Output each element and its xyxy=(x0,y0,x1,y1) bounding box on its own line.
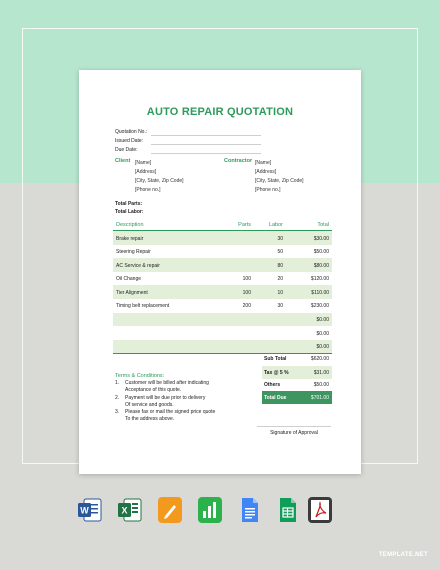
quotation-no-label: Quotation No.: xyxy=(115,129,148,135)
term-number: 1. xyxy=(115,380,120,386)
client-city: [City, State, Zip Code] xyxy=(135,178,184,184)
header-parts: Parts xyxy=(238,222,251,228)
cell-description: Brake repair xyxy=(116,235,144,242)
svg-text:X: X xyxy=(121,505,128,516)
table-row xyxy=(113,326,332,340)
excel-icon[interactable] xyxy=(118,497,142,523)
cell-description: Steering Repair xyxy=(116,249,151,256)
table-header xyxy=(113,220,332,231)
header-description: Description xyxy=(116,222,144,228)
word-icon[interactable] xyxy=(78,497,102,523)
cell-total: $0.00 xyxy=(316,344,329,351)
cell-labor: 10 xyxy=(277,289,283,296)
subtotal-label: Sub Total xyxy=(264,356,287,362)
cell-total: $30.00 xyxy=(313,235,329,242)
cell-total: $0.00 xyxy=(316,317,329,324)
table-row xyxy=(113,231,332,245)
signature-line[interactable] xyxy=(257,426,331,427)
term-item xyxy=(115,395,205,409)
due-date-field[interactable] xyxy=(151,153,261,154)
table-row xyxy=(113,258,332,272)
header-labor: Labor xyxy=(268,222,283,228)
document-title: AUTO REPAIR QUOTATION xyxy=(146,106,294,118)
numbers-icon[interactable] xyxy=(198,497,222,523)
cell-total: $110.00 xyxy=(311,289,329,296)
client-address: [Address] xyxy=(135,169,157,175)
term-line: Please fax or mail the signed price quote xyxy=(125,409,216,415)
cell-total: $0.00 xyxy=(316,330,329,337)
term-number: 2. xyxy=(115,395,120,401)
contractor-city: [City, State, Zip Code] xyxy=(255,178,304,184)
client-phone: [Phone no.] xyxy=(135,187,161,193)
quotation-no-field[interactable] xyxy=(151,135,261,136)
contractor-label: Contractor xyxy=(224,158,253,164)
svg-text:W: W xyxy=(80,505,89,516)
watermark-logo: TEMPLATE.NET xyxy=(378,552,428,558)
term-item xyxy=(115,409,215,423)
cell-parts: 100 xyxy=(242,276,251,283)
term-line: Customer will be billed after indicating xyxy=(125,380,209,386)
term-number: 3. xyxy=(115,409,120,415)
pages-icon[interactable] xyxy=(158,497,182,523)
cell-description: AC Service & repair xyxy=(116,262,160,269)
cell-total: $120.00 xyxy=(310,276,329,283)
tax-row xyxy=(262,366,332,379)
subtotal-value: $620.00 xyxy=(310,356,329,362)
issued-date-label: Issued Date: xyxy=(115,138,144,144)
subtotal-row xyxy=(262,352,332,365)
total-due-row xyxy=(262,391,332,404)
table-row xyxy=(113,313,332,327)
contractor-phone: [Phone no.] xyxy=(255,187,281,193)
cell-labor: 20 xyxy=(277,276,283,283)
term-line: To the address above. xyxy=(125,416,175,423)
others-label: Others xyxy=(264,382,281,388)
term-line: Payment will be due prior to delivery xyxy=(125,395,206,401)
quotation-document xyxy=(79,70,361,474)
tax-value: $31.00 xyxy=(313,370,329,376)
contractor-address: [Address] xyxy=(255,169,277,175)
total-due-value: $701.00 xyxy=(310,395,329,401)
cell-labor: 30 xyxy=(277,235,283,242)
terms-title: Terms & Conditions: xyxy=(115,373,165,379)
cell-total: $80.00 xyxy=(313,262,329,269)
table-row xyxy=(113,272,332,286)
google-sheets-icon[interactable] xyxy=(276,497,300,523)
others-row xyxy=(262,378,332,391)
others-value: $50.00 xyxy=(313,382,329,388)
contractor-name: [Name] xyxy=(255,160,272,166)
header-total: Total xyxy=(317,222,329,228)
table-row xyxy=(113,299,332,313)
client-label: Client xyxy=(115,158,131,164)
cell-labor: 50 xyxy=(277,249,283,256)
cell-description: Timing belt replacement xyxy=(116,303,170,310)
cell-labor: 80 xyxy=(277,262,283,269)
term-line: Acceptance of this quote. xyxy=(125,387,182,394)
items-table xyxy=(113,220,332,354)
table-row xyxy=(113,285,332,299)
term-item xyxy=(115,380,209,394)
client-name: [Name] xyxy=(135,160,152,166)
cell-labor: 30 xyxy=(277,303,283,310)
total-labor-label: Total Labor: xyxy=(115,209,144,215)
google-docs-icon[interactable] xyxy=(238,497,262,523)
table-row xyxy=(113,245,332,259)
total-due-label: Total Due xyxy=(264,395,287,401)
pdf-icon[interactable] xyxy=(308,497,332,523)
tax-label: Tax @ 5 % xyxy=(264,370,289,376)
cell-description: Oil Change xyxy=(116,276,142,283)
term-line: Of service and goods. xyxy=(125,402,174,409)
due-date-label: Due Date: xyxy=(115,147,138,153)
cell-parts: 100 xyxy=(242,289,251,296)
cell-total: $50.00 xyxy=(313,249,329,256)
cell-parts: 200 xyxy=(242,303,251,310)
signature-label: Signature of Approval xyxy=(270,430,318,436)
issued-date-field[interactable] xyxy=(151,144,261,145)
total-parts-label: Total Parts: xyxy=(115,201,143,207)
cell-total: $230.00 xyxy=(310,303,329,310)
cell-description: Tier Alignment xyxy=(116,289,148,296)
